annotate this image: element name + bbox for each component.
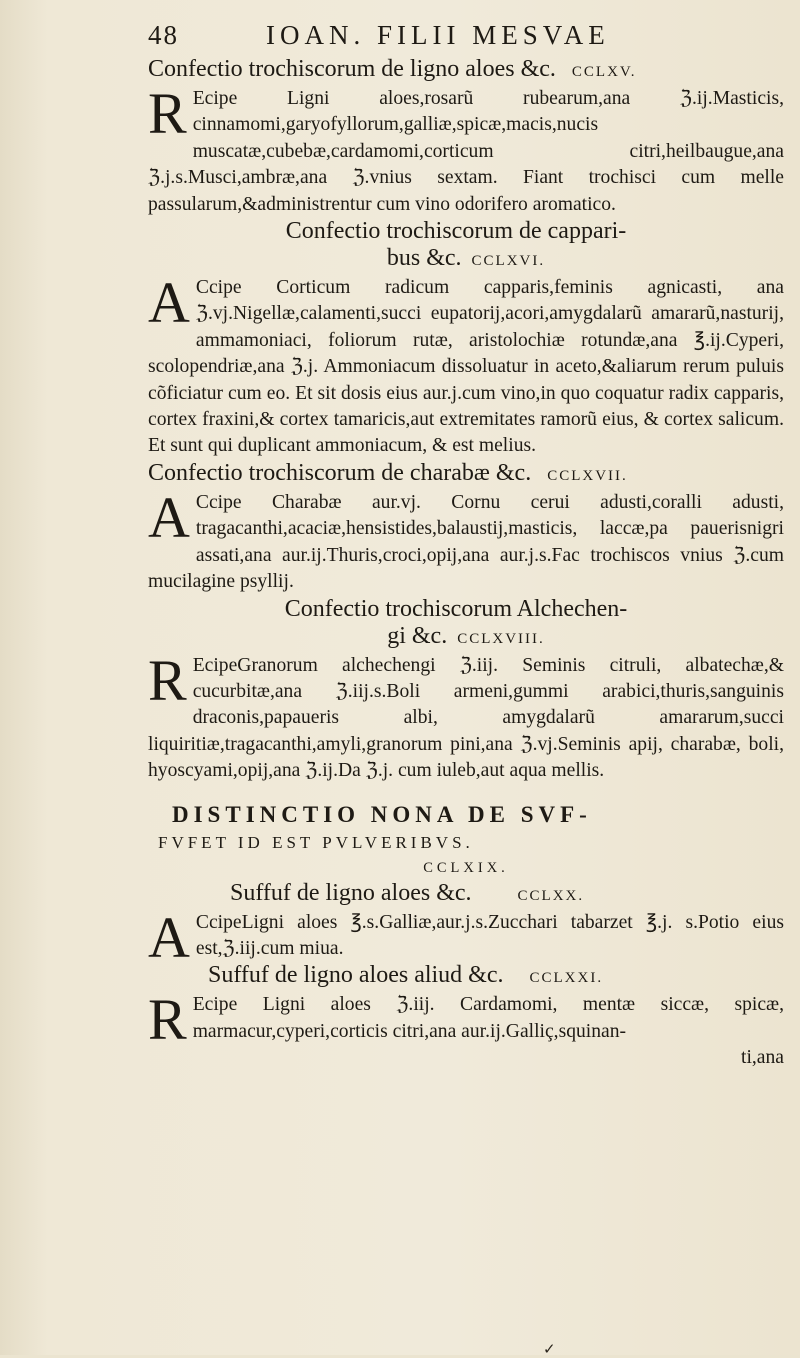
recipe-text: Ecipe Ligni aloes ℨ.iij. Cardamomi, mentæ siccæ, spicæ, marmacur,cyperi,corticis citri,ana aur.ij.Galliç,squinan-: [192, 994, 784, 1042]
recipe-text: EcipeGranorum alchechengi ℨ.iij. Seminis citruli, albatechæ,& cucurbitæ,ana ℨ.iij.s.Boli armeni,gummi arabici,thuris,sanguinis draconis,papaueris albi, amygdalarũ amararum,succi liquiritiæ,tragacanthi,amyli,granorum pini,ana ℨ.vj.Seminis apij, charabæ, boli, hyoscyami,opij,ana ℨ.ij.Da ℨ.j. cum iuleb,aut aqua mellis.: [148, 654, 784, 782]
recipe-text: Ecipe Ligni aloes,rosarũ rubearum,ana ℨ.ij.Masticis, cinnamomi,garyofyllorum,galliæ,spicæ,macis,nucis muscatæ,cubebæ,cardamomi,corticum citri,heilbaugue,ana ℨ.j.s.Musci,ambræ,ana ℨ.vnius sextam. Fiant trochisci cum melle passularum,&administrentur cum vino odorifero aromatico.: [148, 88, 784, 215]
drop-cap: R: [148, 81, 187, 146]
recipe-title-text: Confectio trochiscorum de cappari-: [285, 218, 627, 245]
recipe-paragraph: [148, 484, 784, 596]
drop-cap: A: [148, 484, 190, 550]
recipe-title: [148, 962, 784, 992]
main-text: [148, 56, 784, 1072]
recipe-title: [148, 880, 784, 910]
drop-cap: R: [148, 987, 187, 1053]
drop-cap: A: [148, 904, 190, 970]
recipe-title-continued: bus &c.: [386, 245, 462, 272]
recipe-text: Ccipe Charabæ aur.vj. Cornu cerui adusti,coralli adusti, tragacanthi,acaciæ,hensistides,balaustij,masticis, laccæ,pa pauerisnigri assati,ana aur.ij.Thuris,croci,opij,ana aur.j.s.Fac trochiscos vnius ℨ.cum mucilagine psyllij.: [148, 491, 784, 593]
recipe-title-text: Confectio trochiscorum Alchechen-: [284, 595, 628, 622]
recipe-paragraph: [148, 904, 784, 970]
recipe-title-text: Confectio trochiscorum de charabæ &c.: [148, 459, 532, 486]
drop-cap: A: [148, 270, 190, 336]
recipe-title: [148, 596, 784, 653]
recipe-paragraph: [148, 987, 784, 1071]
recipe-title: [148, 56, 784, 86]
catchword: ti,ana: [741, 1047, 784, 1069]
recipe-paragraph: [148, 270, 784, 460]
recipe-number: CCLXV.: [571, 64, 637, 80]
recipe-number: CCLXVII.: [547, 467, 628, 484]
margin-mark: ✓: [543, 1340, 556, 1358]
recipe-number: CCLXVI.: [471, 253, 546, 270]
recipe-title: [148, 218, 784, 275]
distinctio-line-1: DISTINCTIO NONA DE SVF-: [172, 801, 592, 827]
recipe-number: CCLXXI.: [529, 970, 604, 987]
drop-cap: R: [148, 647, 187, 713]
recipe-text: CcipeLigni aloes ℥.s.Galliæ,aur.j.s.Zucchari tabarzet ℥.j. s.Potio eius est,ℨ.iij.cum miua.: [195, 911, 784, 959]
recipe-paragraph: [148, 647, 784, 785]
recipe-number: CCLXVIII.: [457, 630, 545, 647]
running-header: [148, 20, 668, 56]
recipe-title: [148, 460, 784, 490]
running-title: IOAN. FILII MESVAE: [266, 20, 610, 50]
recipe-title-text: Confectio trochiscorum de ligno aloes &c.: [148, 56, 556, 82]
recipe-title-text: Suffuf de ligno aloes &c.: [230, 879, 472, 906]
recipe-paragraph: [148, 81, 784, 218]
recipe-text: Ccipe Corticum radicum capparis,feminis agnicasti, ana ℨ.vj.Nigellæ,calamenti,succi eupatorij,acori,amygdalarũ amararũ,nasturij, ammamoniaci, foliorum rutæ, aristolochiæ rotundæ,ana ℥.ij.Cyperi, scolopendriæ,ana ℨ.j. Ammoniacum dissoluatur in aceto,&aliarum rerum puluis cõficiatur cum eo. Et sit dosis eius aur.j.cum vino,in quo coquatur radix capparis, cortex fraxini,& cortex tamaricis,aut extremitates ramorũ eius, & cortex salicum. Et sunt qui duplicant ammoniacum, & est melius.: [148, 277, 784, 457]
recipe-title-continued: gi &c.: [387, 622, 448, 649]
recipe-title-text: Suffuf de ligno aloes aliud &c.: [208, 962, 504, 989]
page-number: 48: [148, 20, 179, 50]
distinctio-number: CCLXIX.: [423, 859, 509, 876]
distinctio-heading: [148, 799, 784, 880]
recipe-number: CCLXX.: [517, 887, 585, 904]
distinctio-line-2: FVFET ID EST PVLVERIBVS.: [158, 832, 474, 852]
